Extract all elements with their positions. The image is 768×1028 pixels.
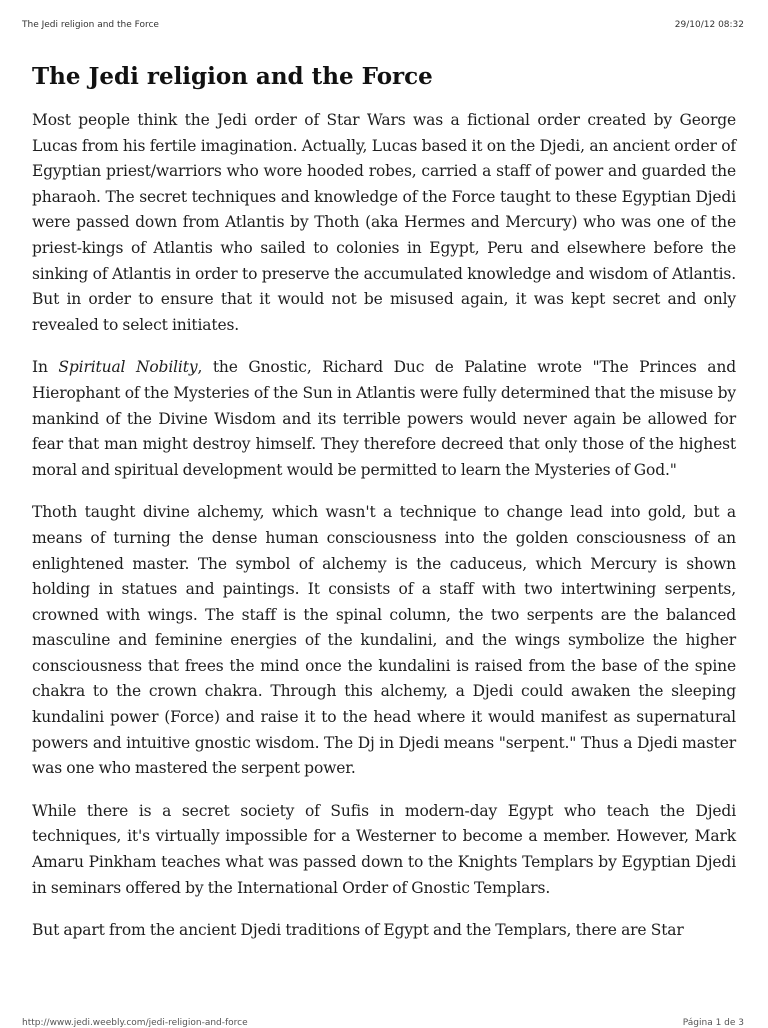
header-page-title: The Jedi religion and the Force [22, 20, 159, 30]
footer-url: http://www.jedi.weebly.com/jedi-religion-and-force [22, 1018, 248, 1028]
header-timestamp: 29/10/12 08:32 [674, 20, 744, 30]
paragraph-1: Most people think the Jedi order of Star Wars was a fictional order created by George Lucas from his fertile imagination. Actually, Lucas based it on the Djedi, an ancient order of Egyptian priest/warriors who wore hooded robes, carried a staff of power and guarded the pharaoh. The secret techniques and knowledge of the Force taught to these Egyptian Djedi were passed down from Atlantis by Thoth (aka Hermes and Mercury) who was one of the priest-kings of Atlantis who sailed to colonies in Egypt, Peru and elsewhere before the sinking of Atlantis in order to preserve the accumulated knowledge and wisdom of Atlantis. But in order to ensure that it would not be misused again, it was kept secret and only revealed to select initiates. [32, 111, 736, 334]
article [32, 60, 736, 961]
book-title: Spiritual Nobility [58, 358, 198, 377]
paragraph-3: Thoth taught divine alchemy, which wasn't a technique to change lead into gold, but a means of turning the dense human consciousness into the golden consciousness of an enlightened master. The symbol of alchemy is the caduceus, which Mercury is shown holding in statues and paintings. It consists of a staff with two intertwining serpents, crowned with wings. The staff is the spinal column, the two serpents are the balanced masculine and feminine energies of the kundalini, and the wings symbolize the higher consciousness that frees the mind once the kundalini is raised from the base of the spine chakra to the crown chakra. Through this alchemy, a Djedi could awaken the sleeping kundalini power (Force) and raise it to the head where it would manifest as supernatural powers and intuitive gnostic wisdom. The Dj in Djedi means "serpent." Thus a Djedi master was one who mastered the serpent power. [32, 503, 736, 778]
footer-page-number: Página 1 de 3 [682, 1018, 744, 1028]
paragraph-2-body: , the Gnostic, Richard Duc de Palatine wrote "The Princes and Hierophant of the Mysteries of the Sun in Atlantis were fully determined that the misuse by mankind of the Divine Wisdom and its terrible powers would never again be allowed for fear that man might destroy himself. They therefore decreed that only those of the highest moral and spiritual development would be permitted to learn the Mysteries of God." [32, 358, 736, 479]
paragraph-2-intro: In [32, 358, 59, 377]
print-header [22, 20, 744, 34]
paragraph-4: While there is a secret society of Sufis in modern-day Egypt who teach the Djedi techniques, it's virtually impossible for a Westerner to become a member. However, Mark Amaru Pinkham teaches what was passed down to the Knights Templars by Egyptian Djedi in seminars offered by the International Order of Gnostic Templars. [32, 801, 736, 897]
paragraph-5: But apart from the ancient Djedi traditions of Egypt and the Templars, there are Star [32, 921, 684, 940]
paragraph-2 [32, 355, 736, 483]
print-footer [22, 1018, 744, 1028]
article-title: The Jedi religion and the Force [32, 63, 433, 90]
